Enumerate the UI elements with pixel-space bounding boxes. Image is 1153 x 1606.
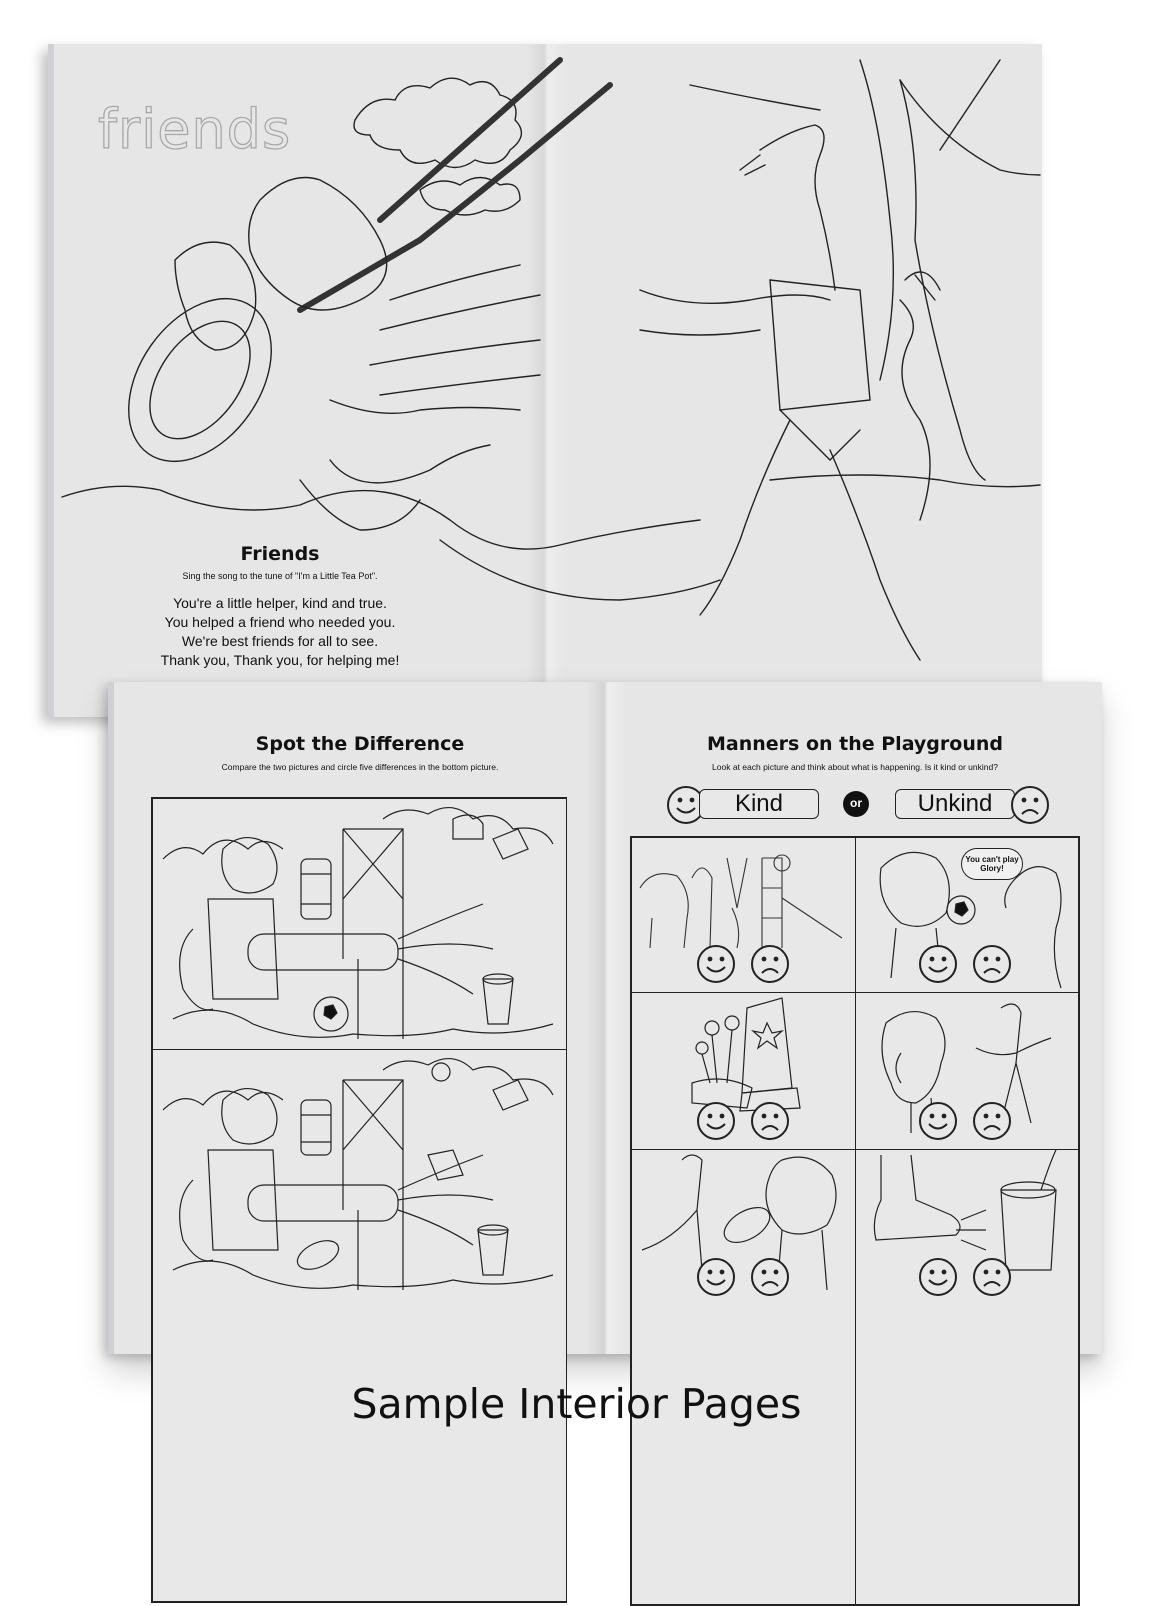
traced-word: friends: [98, 98, 292, 161]
kind-label-box: Kind: [699, 789, 819, 819]
frowning-face-icon: [1010, 785, 1050, 825]
manners-panel-flowers-shoe: [631, 992, 856, 1150]
frowning-face-icon[interactable]: [972, 944, 1012, 984]
elephant-giraffe-illustration: [856, 993, 1078, 1149]
manners-panel-elephant-giraffe: [855, 992, 1079, 1150]
manners-panel-shoe-paint: [855, 1149, 1079, 1605]
frowning-face-icon[interactable]: [750, 944, 790, 984]
book-edge: [108, 682, 114, 1354]
frowning-face-icon[interactable]: [972, 1101, 1012, 1141]
book-spine: [586, 682, 626, 1354]
manners-instruction: Look at each picture and think about what is happening. Is it kind or unkind?: [712, 762, 998, 772]
speech-bubble: You can't play Glory!: [961, 848, 1023, 880]
smiley-face-icon[interactable]: [696, 944, 736, 984]
smiley-face-icon[interactable]: [918, 1257, 958, 1297]
animals-slide-illustration: [632, 838, 855, 992]
original-scene-illustration: [153, 799, 566, 1049]
spot-difference-title: Spot the Difference: [255, 733, 465, 755]
song-line: We're best friends for all to see.: [181, 633, 379, 649]
spot-difference-instruction: Compare the two pictures and circle five differences in the bottom picture.: [221, 762, 499, 772]
song-line: Thank you, Thank you, for helping me!: [160, 652, 400, 668]
song-lyrics: [120, 594, 440, 670]
frowning-face-icon[interactable]: [972, 1257, 1012, 1297]
song-line: You're a little helper, kind and true.: [173, 595, 387, 611]
caption: Sample Interior Pages: [351, 1380, 802, 1428]
song-line: You helped a friend who needed you.: [164, 614, 396, 630]
frowning-face-icon[interactable]: [750, 1257, 790, 1297]
smiley-face-icon[interactable]: [696, 1101, 736, 1141]
frowning-face-icon[interactable]: [750, 1101, 790, 1141]
unkind-label-box: Unkind: [895, 789, 1015, 819]
or-badge: or: [843, 791, 869, 817]
smiley-face-icon[interactable]: [918, 1101, 958, 1141]
manners-panel-giraffe-lion: [631, 1149, 856, 1605]
changed-picture: [152, 1049, 567, 1602]
flowers-shoe-illustration: [632, 993, 855, 1149]
manners-title: Manners on the Playground: [706, 733, 1003, 755]
manners-panel-animals-slide: [631, 837, 856, 993]
song-title: Friends: [240, 543, 320, 565]
changed-scene-illustration: [153, 1050, 566, 1602]
original-picture: [152, 798, 567, 1050]
smiley-face-icon[interactable]: [918, 944, 958, 984]
song-instruction: Sing the song to the tune of "I'm a Little Tea Pot".: [182, 571, 378, 581]
giraffe-lion-illustration: [632, 1150, 855, 1306]
manners-panel-lion-ball: [855, 837, 1079, 993]
shoe-paint-illustration: [856, 1150, 1078, 1306]
smiley-face-icon[interactable]: [696, 1257, 736, 1297]
